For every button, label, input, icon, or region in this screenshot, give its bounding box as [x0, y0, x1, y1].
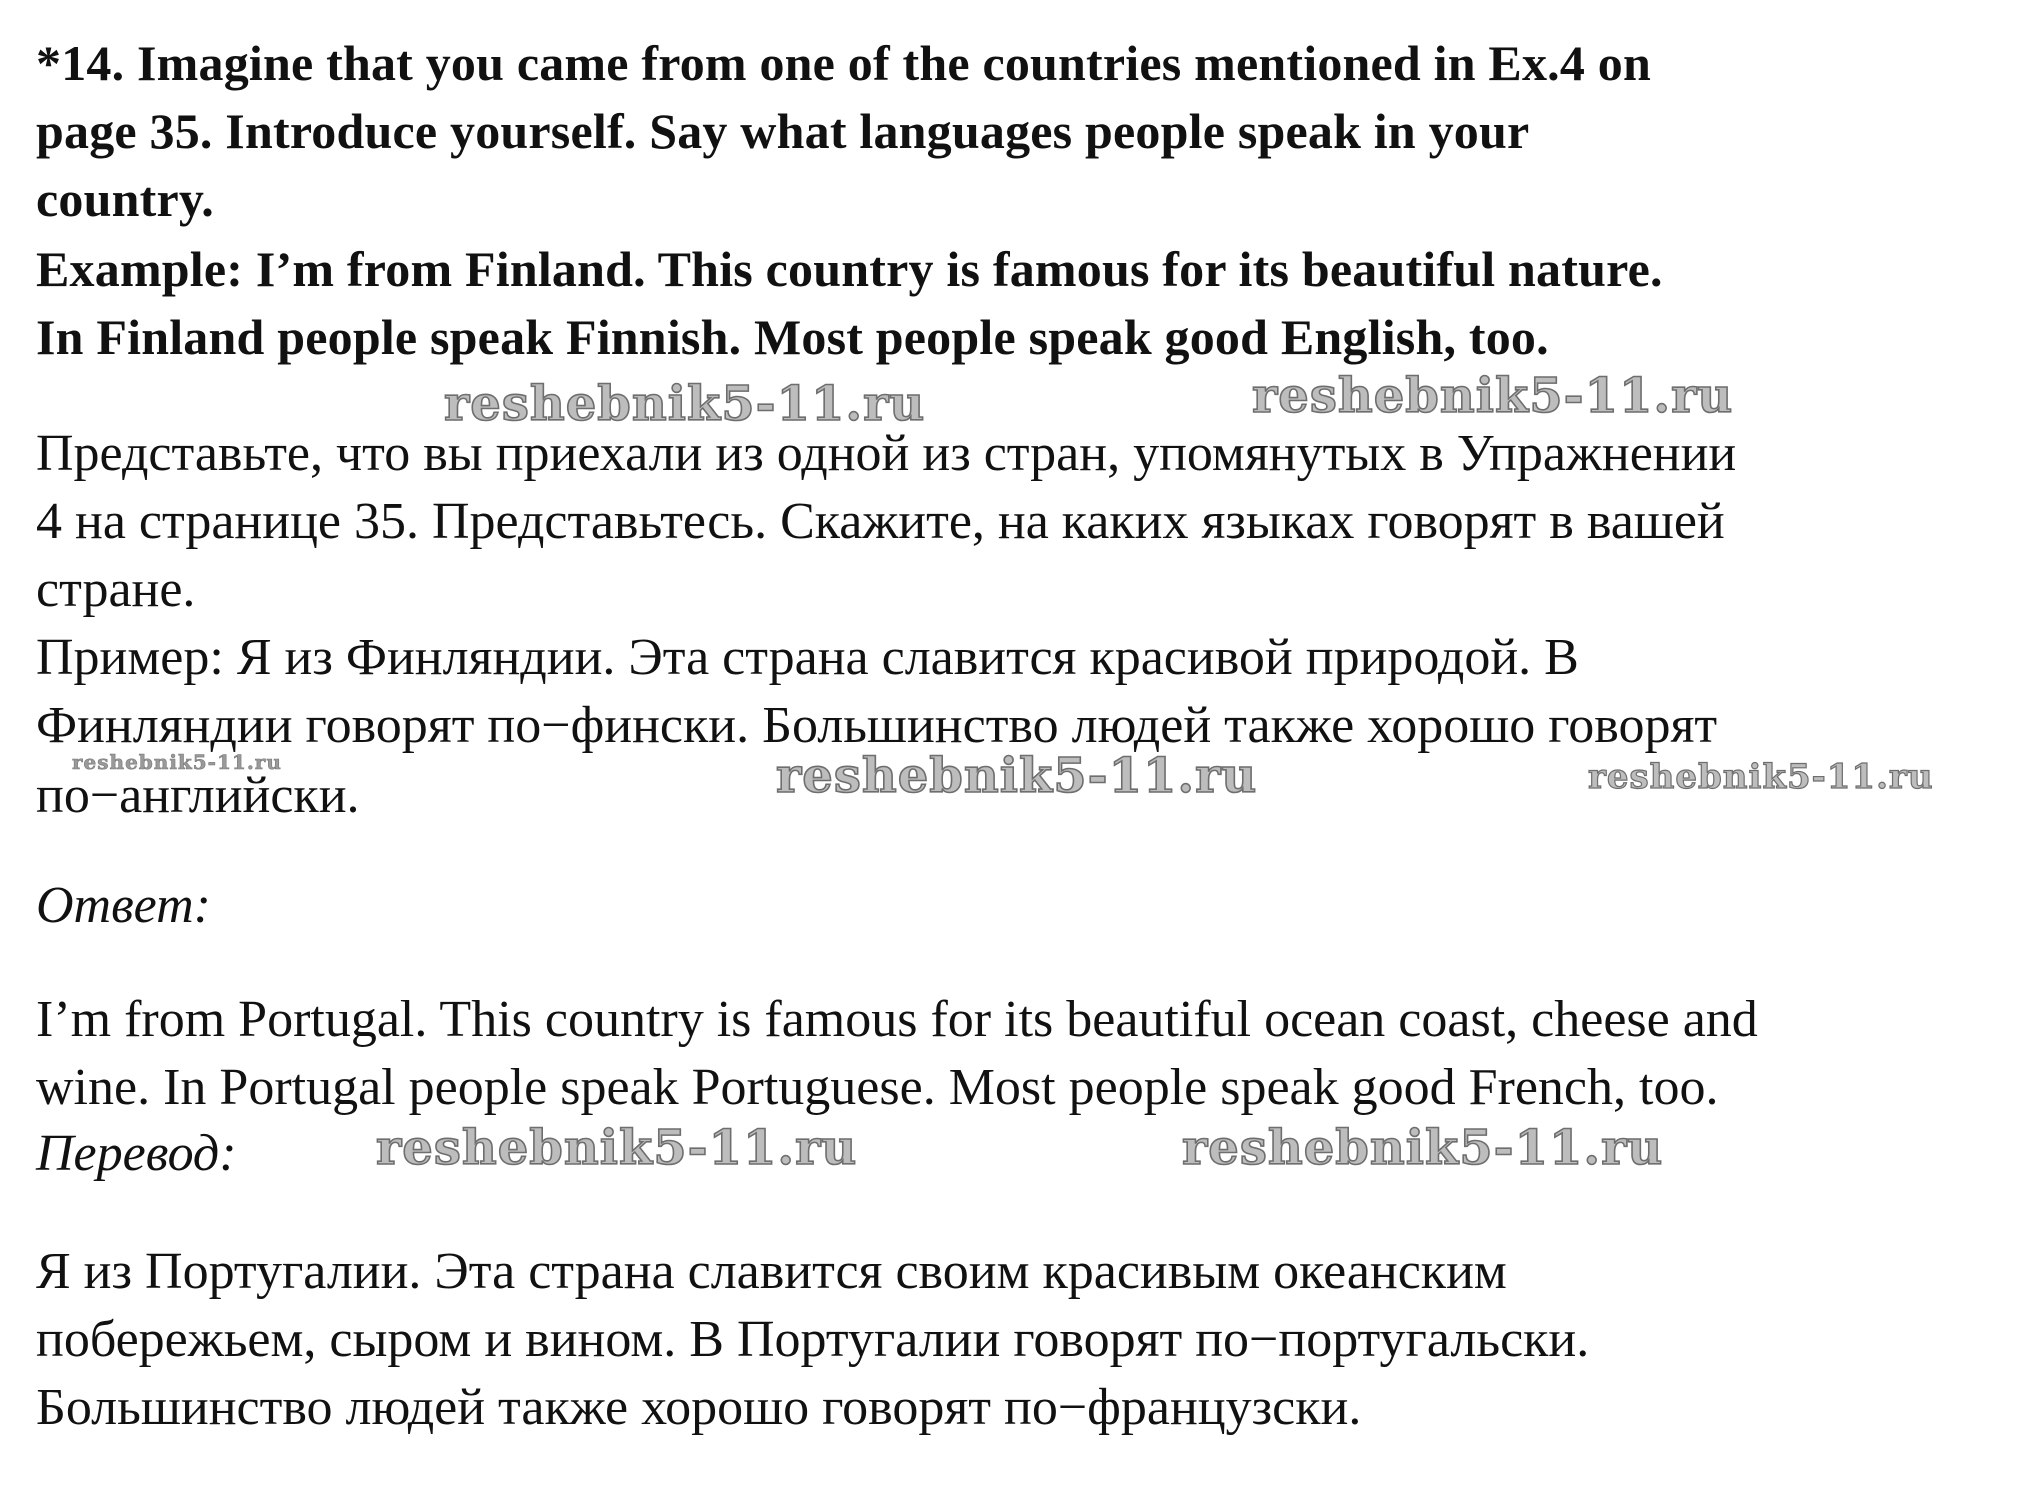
translation-task-line: 4 на странице 35. Представьтесь. Скажите, на каких языках говорят в вашей [36, 493, 1725, 550]
answer-label: Ответ: [36, 877, 211, 934]
watermark: reshebnik5-11.ru [1252, 368, 1734, 424]
watermark: reshebnik5-11.ru [444, 376, 926, 432]
task-line: In Finland people speak Finnish. Most people speak good English, too. [36, 309, 1549, 365]
watermark: reshebnik5-11.ru [776, 748, 1258, 804]
translation-label: Перевод: [36, 1125, 237, 1182]
watermark: reshebnik5-11.ru [72, 750, 282, 774]
watermark: reshebnik5-11.ru [1588, 757, 1934, 797]
task-line: page 35. Introduce yourself. Say what languages people speak in your [36, 103, 1530, 159]
translation-line: Большинство людей также хорошо говорят по−французски. [36, 1379, 1362, 1436]
translation-line: Я из Португалии. Эта страна славится своим красивым океанским [36, 1243, 1507, 1300]
task-line: *14. Imagine that you came from one of the countries mentioned in Ex.4 on [36, 35, 1651, 91]
task-line: country. [36, 171, 214, 227]
task-line: Example: I’m from Finland. This country is famous for its beautiful nature. [36, 241, 1663, 297]
watermark: reshebnik5-11.ru [376, 1120, 858, 1176]
watermark: reshebnik5-11.ru [1182, 1120, 1664, 1176]
answer-line: I’m from Portugal. This country is famous for its beautiful ocean coast, cheese and [36, 991, 1758, 1048]
translation-line: побережьем, сыром и вином. В Португалии говорят по−португальски. [36, 1311, 1590, 1368]
translation-task-line: Финляндии говорят по−фински. Большинство людей также хорошо говорят [36, 697, 1718, 754]
translation-task-line: Пример: Я из Финляндии. Эта страна славится красивой природой. В [36, 629, 1579, 686]
answer-line: wine. In Portugal people speak Portuguese. Most people speak good French, too. [36, 1059, 1719, 1116]
translation-task-line: Представьте, что вы приехали из одной из стран, упомянутых в Упражнении [36, 425, 1737, 482]
translation-task-line: стране. [36, 561, 196, 618]
translation-task-line: по−английски. [36, 767, 360, 824]
